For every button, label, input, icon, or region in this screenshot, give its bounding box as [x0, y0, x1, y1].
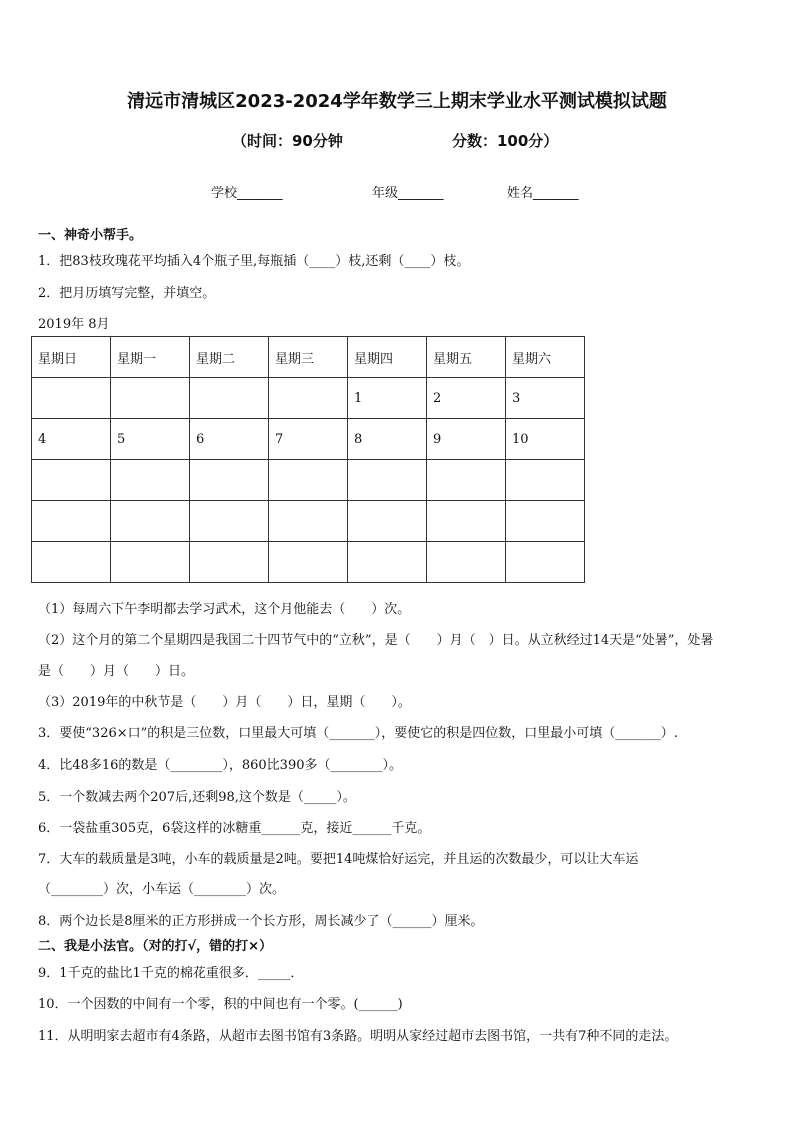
question-10: 10．一个因数的中间有一个零，积的中间也有一个零。(______) — [38, 997, 403, 1012]
day-cell — [111, 542, 190, 583]
question-9: 9．1千克的盐比1千克的棉花重很多．_____． — [38, 966, 304, 981]
calendar-row — [32, 542, 585, 583]
calendar-row — [32, 501, 585, 542]
section-2-heading: 二、我是小法官。（对的打√，错的打×） — [38, 939, 273, 954]
question-7-line1: 7．大车的载质量是3吨，小车的载质量是2吨。要把14吨煤恰好运完，并且运的次数最少，可以让大车运 — [38, 852, 639, 867]
day-cell: 6 — [190, 419, 269, 460]
calendar-row — [32, 378, 585, 419]
question-8: 8．两个边长是8厘米的正方形拼成一个长方形，周长减少了（______）厘米。 — [38, 914, 484, 929]
day-cell: 4 — [32, 419, 111, 460]
day-cell — [111, 378, 190, 419]
day-cell — [190, 501, 269, 542]
exam-score: 分数：100分） — [452, 132, 559, 150]
question-4: 4．比48多16的数是（________），860比390多（________）。 — [38, 758, 402, 773]
day-cell — [427, 460, 506, 501]
day-cell: 7 — [269, 419, 348, 460]
weekday-cell: 星期六 — [506, 337, 585, 378]
day-cell — [32, 378, 111, 419]
day-cell — [32, 542, 111, 583]
grade-field: 年级_______ — [372, 186, 444, 201]
name-field: 姓名_______ — [507, 186, 579, 201]
day-cell — [32, 460, 111, 501]
weekday-cell: 星期一 — [111, 337, 190, 378]
day-cell — [111, 501, 190, 542]
section-1-heading: 一、神奇小帮手。 — [38, 228, 143, 243]
weekday-cell: 星期五 — [427, 337, 506, 378]
day-cell — [32, 501, 111, 542]
day-cell — [506, 460, 585, 501]
day-cell: 1 — [348, 378, 427, 419]
calendar-table — [31, 336, 585, 583]
day-cell: 2 — [427, 378, 506, 419]
question-2-3: （3）2019年的中秋节是（ ）月（ ）日，星期（ ）。 — [38, 695, 411, 710]
calendar-caption: 2019年 8月 — [38, 317, 110, 332]
day-cell — [190, 542, 269, 583]
weekday-cell: 星期二 — [190, 337, 269, 378]
day-cell: 9 — [427, 419, 506, 460]
day-cell — [348, 460, 427, 501]
day-cell — [190, 378, 269, 419]
day-cell — [427, 501, 506, 542]
school-field: 学校_______ — [211, 186, 283, 201]
day-cell: 10 — [506, 419, 585, 460]
day-cell — [111, 460, 190, 501]
question-3: 3．要使“326×口”的积是三位数，口里最大可填（_______），要使它的积是四位数，口里最小可填（_______）. — [38, 726, 678, 741]
day-cell — [269, 378, 348, 419]
exam-time: （时间：90分钟 — [232, 132, 343, 150]
day-cell — [269, 542, 348, 583]
question-2: 2．把月历填写完整，并填空。 — [38, 286, 216, 301]
question-7-line2: （________）次，小车运（________）次。 — [38, 882, 286, 897]
calendar-header-row — [32, 337, 585, 378]
day-cell: 3 — [506, 378, 585, 419]
day-cell — [190, 460, 269, 501]
question-5: 5．一个数减去两个207后,还剩98,这个数是（_____）。 — [38, 790, 356, 805]
day-cell: 5 — [111, 419, 190, 460]
day-cell — [506, 542, 585, 583]
question-2-1: （1）每周六下午李明都去学习武术，这个月他能去（ ）次。 — [38, 602, 411, 617]
question-6: 6．一袋盐重305克，6袋这样的冰糖重______克，接近______千克。 — [38, 821, 431, 836]
question-2-2-line1: （2）这个月的第二个星期四是我国二十四节气中的“立秋”，是（ ）月（ ）日。从立秋经过14天是“处暑”，处暑 — [38, 633, 714, 648]
weekday-cell: 星期日 — [32, 337, 111, 378]
exam-title: 清远市清城区2023-2024学年数学三上期末学业水平测试模拟试题 — [127, 91, 667, 112]
question-11: 11．从明明家去超市有4条路，从超市去图书馆有3条路。明明从家经过超市去图书馆，一共有7种不同的走法。 — [38, 1029, 678, 1044]
day-cell — [269, 460, 348, 501]
calendar-row — [32, 460, 585, 501]
day-cell: 8 — [348, 419, 427, 460]
question-1: 1．把83枝玫瑰花平均插入4个瓶子里,每瓶插（____）枝,还剩（____）枝。 — [38, 254, 470, 269]
weekday-cell: 星期三 — [269, 337, 348, 378]
weekday-cell: 星期四 — [348, 337, 427, 378]
question-2-2-line2: 是（ ）月（ ）日。 — [38, 664, 195, 679]
day-cell — [348, 501, 427, 542]
day-cell — [427, 542, 506, 583]
calendar-row — [32, 419, 585, 460]
day-cell — [506, 501, 585, 542]
day-cell — [269, 501, 348, 542]
day-cell — [348, 542, 427, 583]
